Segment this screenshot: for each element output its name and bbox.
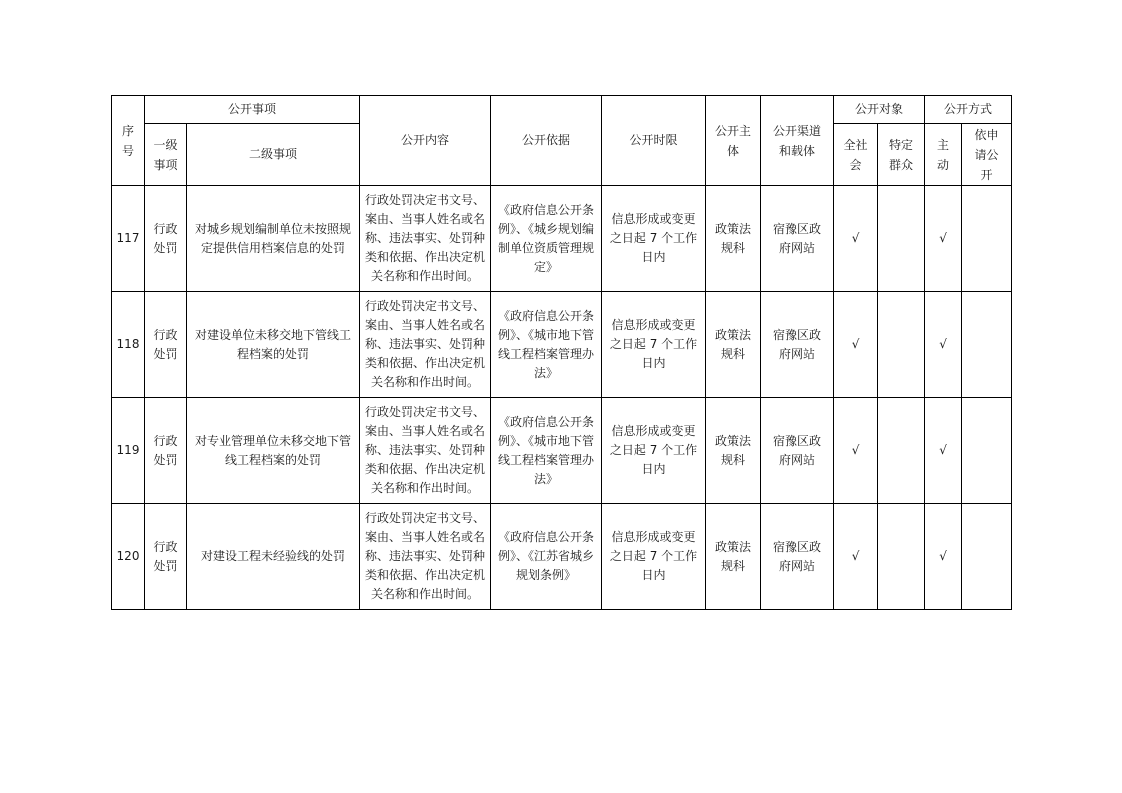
row-level1	[145, 186, 187, 292]
header-method: 公开方式	[925, 96, 1012, 124]
row-subject-text: 政策法规科	[715, 539, 752, 573]
row-level1	[145, 504, 187, 610]
row-level2: 对城乡规划编制单位未按照规定提供信用档案信息的处罚	[187, 186, 360, 292]
header-method-active-text: 主动	[937, 137, 950, 172]
row-channel-text: 宿豫区政府网站	[773, 327, 822, 361]
header-subject-text: 公开主体	[715, 123, 752, 158]
row-seq: 119	[112, 398, 145, 504]
row-content: 行政处罚决定书文号、案由、当事人姓名或名称、违法事实、处罚种类和依据、作出决定机关名称和作出时间。	[360, 504, 491, 610]
row-channel	[761, 398, 834, 504]
table-row	[112, 398, 1012, 504]
row-channel-text: 宿豫区政府网站	[773, 221, 822, 255]
row-content: 行政处罚决定书文号、案由、当事人姓名或名称、违法事实、处罚种类和依据、作出决定机关名称和作出时间。	[360, 398, 491, 504]
table-header	[112, 96, 1012, 186]
row-method-active: √	[925, 398, 962, 504]
header-target: 公开对象	[834, 96, 925, 124]
header-channel	[761, 96, 834, 186]
row-level1-text: 行政处罚	[153, 539, 178, 573]
row-method-request	[962, 504, 1012, 610]
row-method-active: √	[925, 292, 962, 398]
row-method-active: √	[925, 186, 962, 292]
row-subject-text: 政策法规科	[715, 433, 752, 467]
header-target-all	[834, 124, 878, 186]
row-level2: 对专业管理单位未移交地下管线工程档案的处罚	[187, 398, 360, 504]
row-channel	[761, 504, 834, 610]
row-subject	[706, 504, 761, 610]
row-target-all: √	[834, 186, 878, 292]
header-target-all-text: 全社会	[843, 137, 868, 172]
row-subject	[706, 186, 761, 292]
row-channel-text: 宿豫区政府网站	[773, 433, 822, 467]
row-basis: 《政府信息公开条例》、《城市地下管线工程档案管理办法》	[491, 398, 602, 504]
header-content: 公开内容	[360, 96, 491, 186]
row-subject	[706, 398, 761, 504]
row-content: 行政处罚决定书文号、案由、当事人姓名或名称、违法事实、处罚种类和依据、作出决定机关名称和作出时间。	[360, 186, 491, 292]
header-level1-text: 一级事项	[153, 137, 178, 172]
row-target-specific	[878, 398, 925, 504]
header-target-specific	[878, 124, 925, 186]
header-seq-text: 序号	[121, 123, 134, 158]
row-channel	[761, 186, 834, 292]
row-seq: 118	[112, 292, 145, 398]
row-seq: 117	[112, 186, 145, 292]
row-basis: 《政府信息公开条例》、《江苏省城乡规划条例》	[491, 504, 602, 610]
row-basis: 《政府信息公开条例》、《城市地下管线工程档案管理办法》	[491, 292, 602, 398]
table-body	[112, 186, 1012, 610]
disclosure-table	[111, 95, 1012, 610]
row-content: 行政处罚决定书文号、案由、当事人姓名或名称、违法事实、处罚种类和依据、作出决定机关名称和作出时间。	[360, 292, 491, 398]
row-basis: 《政府信息公开条例》、《城乡规划编制单位资质管理规定》	[491, 186, 602, 292]
row-time-limit: 信息形成或变更之日起 7 个工作日内	[602, 398, 706, 504]
row-channel-text: 宿豫区政府网站	[773, 539, 822, 573]
row-time-limit: 信息形成或变更之日起 7 个工作日内	[602, 186, 706, 292]
row-method-request	[962, 186, 1012, 292]
row-channel	[761, 292, 834, 398]
header-level1	[145, 124, 187, 186]
row-subject	[706, 292, 761, 398]
row-target-all: √	[834, 504, 878, 610]
row-subject-text: 政策法规科	[715, 327, 752, 361]
header-method-request-text: 依申请公开	[974, 127, 999, 182]
row-target-specific	[878, 186, 925, 292]
header-basis: 公开依据	[491, 96, 602, 186]
row-level1	[145, 398, 187, 504]
header-time-limit: 公开时限	[602, 96, 706, 186]
row-target-specific	[878, 292, 925, 398]
row-time-limit: 信息形成或变更之日起 7 个工作日内	[602, 504, 706, 610]
header-matters: 公开事项	[145, 96, 360, 124]
row-target-specific	[878, 504, 925, 610]
table-row	[112, 504, 1012, 610]
header-method-request	[962, 124, 1012, 186]
header-subject	[706, 96, 761, 186]
row-level1-text: 行政处罚	[153, 433, 178, 467]
header-method-active	[925, 124, 962, 186]
header-target-specific-text: 特定群众	[889, 137, 914, 172]
row-method-request	[962, 292, 1012, 398]
row-subject-text: 政策法规科	[715, 221, 752, 255]
header-channel-text: 公开渠道和载体	[773, 123, 822, 158]
row-level1-text: 行政处罚	[153, 221, 178, 255]
row-target-all: √	[834, 398, 878, 504]
row-method-request	[962, 398, 1012, 504]
row-level1-text: 行政处罚	[153, 327, 178, 361]
row-level2: 对建设单位未移交地下管线工程档案的处罚	[187, 292, 360, 398]
row-level1	[145, 292, 187, 398]
row-method-active: √	[925, 504, 962, 610]
row-target-all: √	[834, 292, 878, 398]
header-level2: 二级事项	[187, 124, 360, 186]
table-row	[112, 186, 1012, 292]
header-seq	[112, 96, 145, 186]
row-seq: 120	[112, 504, 145, 610]
table-row	[112, 292, 1012, 398]
row-time-limit: 信息形成或变更之日起 7 个工作日内	[602, 292, 706, 398]
row-level2: 对建设工程未经验线的处罚	[187, 504, 360, 610]
